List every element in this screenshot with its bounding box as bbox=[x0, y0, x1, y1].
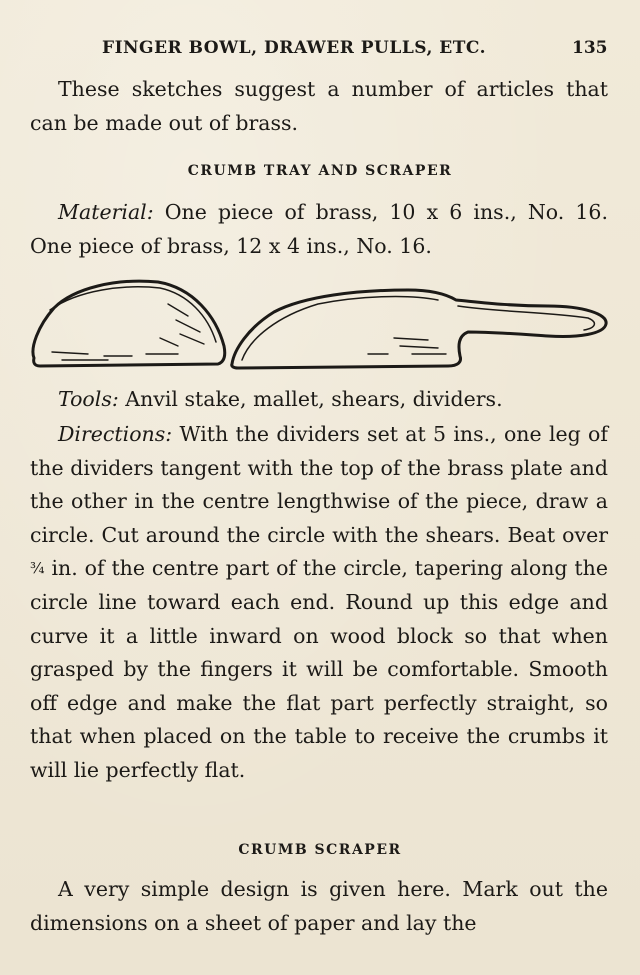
crumb-tray-scraper-sketch bbox=[28, 276, 612, 376]
section-heading-crumb-tray: CRUMB TRAY AND SCRAPER bbox=[187, 163, 453, 179]
directions-text-part1: With the dividers set at 5 ins., one leg of the dividers tangent with the top of the brass plate and the other in the centre lengthwise of the piece, draw a circle. Cut around the circle with the shears. Beat over bbox=[30, 422, 608, 547]
crumb-scraper-rim bbox=[242, 297, 438, 360]
tools-label: Tools: bbox=[58, 387, 119, 411]
running-head: FINGER BOWL, DRAWER PULLS, ETC. bbox=[102, 38, 487, 58]
page-number: 135 bbox=[572, 38, 608, 58]
intro-paragraph: These sketches suggest a number of articles that can be made out of brass. bbox=[30, 77, 608, 135]
crumb-tray-and-scraper-illustration bbox=[28, 276, 612, 376]
directions-fraction: ¾ bbox=[30, 559, 45, 578]
tools-text: Anvil stake, mallet, shears, dividers. bbox=[125, 387, 503, 411]
material-paragraph bbox=[30, 196, 608, 263]
material-label: Material: bbox=[58, 200, 154, 224]
crumb-scraper-outline bbox=[232, 290, 606, 368]
crumb-scraper-paragraph: A very simple design is given here. Mark out the dimensions on a sheet of paper and lay the bbox=[30, 877, 608, 935]
material-text: One piece of brass, 10 x 6 ins., No. 16. One piece of brass, 12 x 4 ins., No. 16. bbox=[30, 200, 608, 258]
directions-label: Directions: bbox=[58, 422, 173, 446]
section-heading-crumb-scraper: CRUMB SCRAPER bbox=[238, 842, 402, 858]
crumb-scraper-handle-inner bbox=[458, 306, 594, 330]
crumb-tray-base-lines bbox=[52, 352, 178, 360]
tools-paragraph bbox=[30, 383, 608, 417]
directions-text-part2: in. of the centre part of the circle, tapering along the circle line toward each end. Round up this edge and curve it a little inward on wood block so that when grasped by the fingers it will be comfortable. Smooth off edge and make the flat part perfectly straight, so that when placed on the table to receive the crumbs it will lie perfectly flat. bbox=[30, 556, 608, 782]
crumb-tray-outline bbox=[33, 281, 225, 366]
crumb-scraper-shading bbox=[368, 338, 446, 354]
directions-paragraph bbox=[30, 418, 608, 788]
